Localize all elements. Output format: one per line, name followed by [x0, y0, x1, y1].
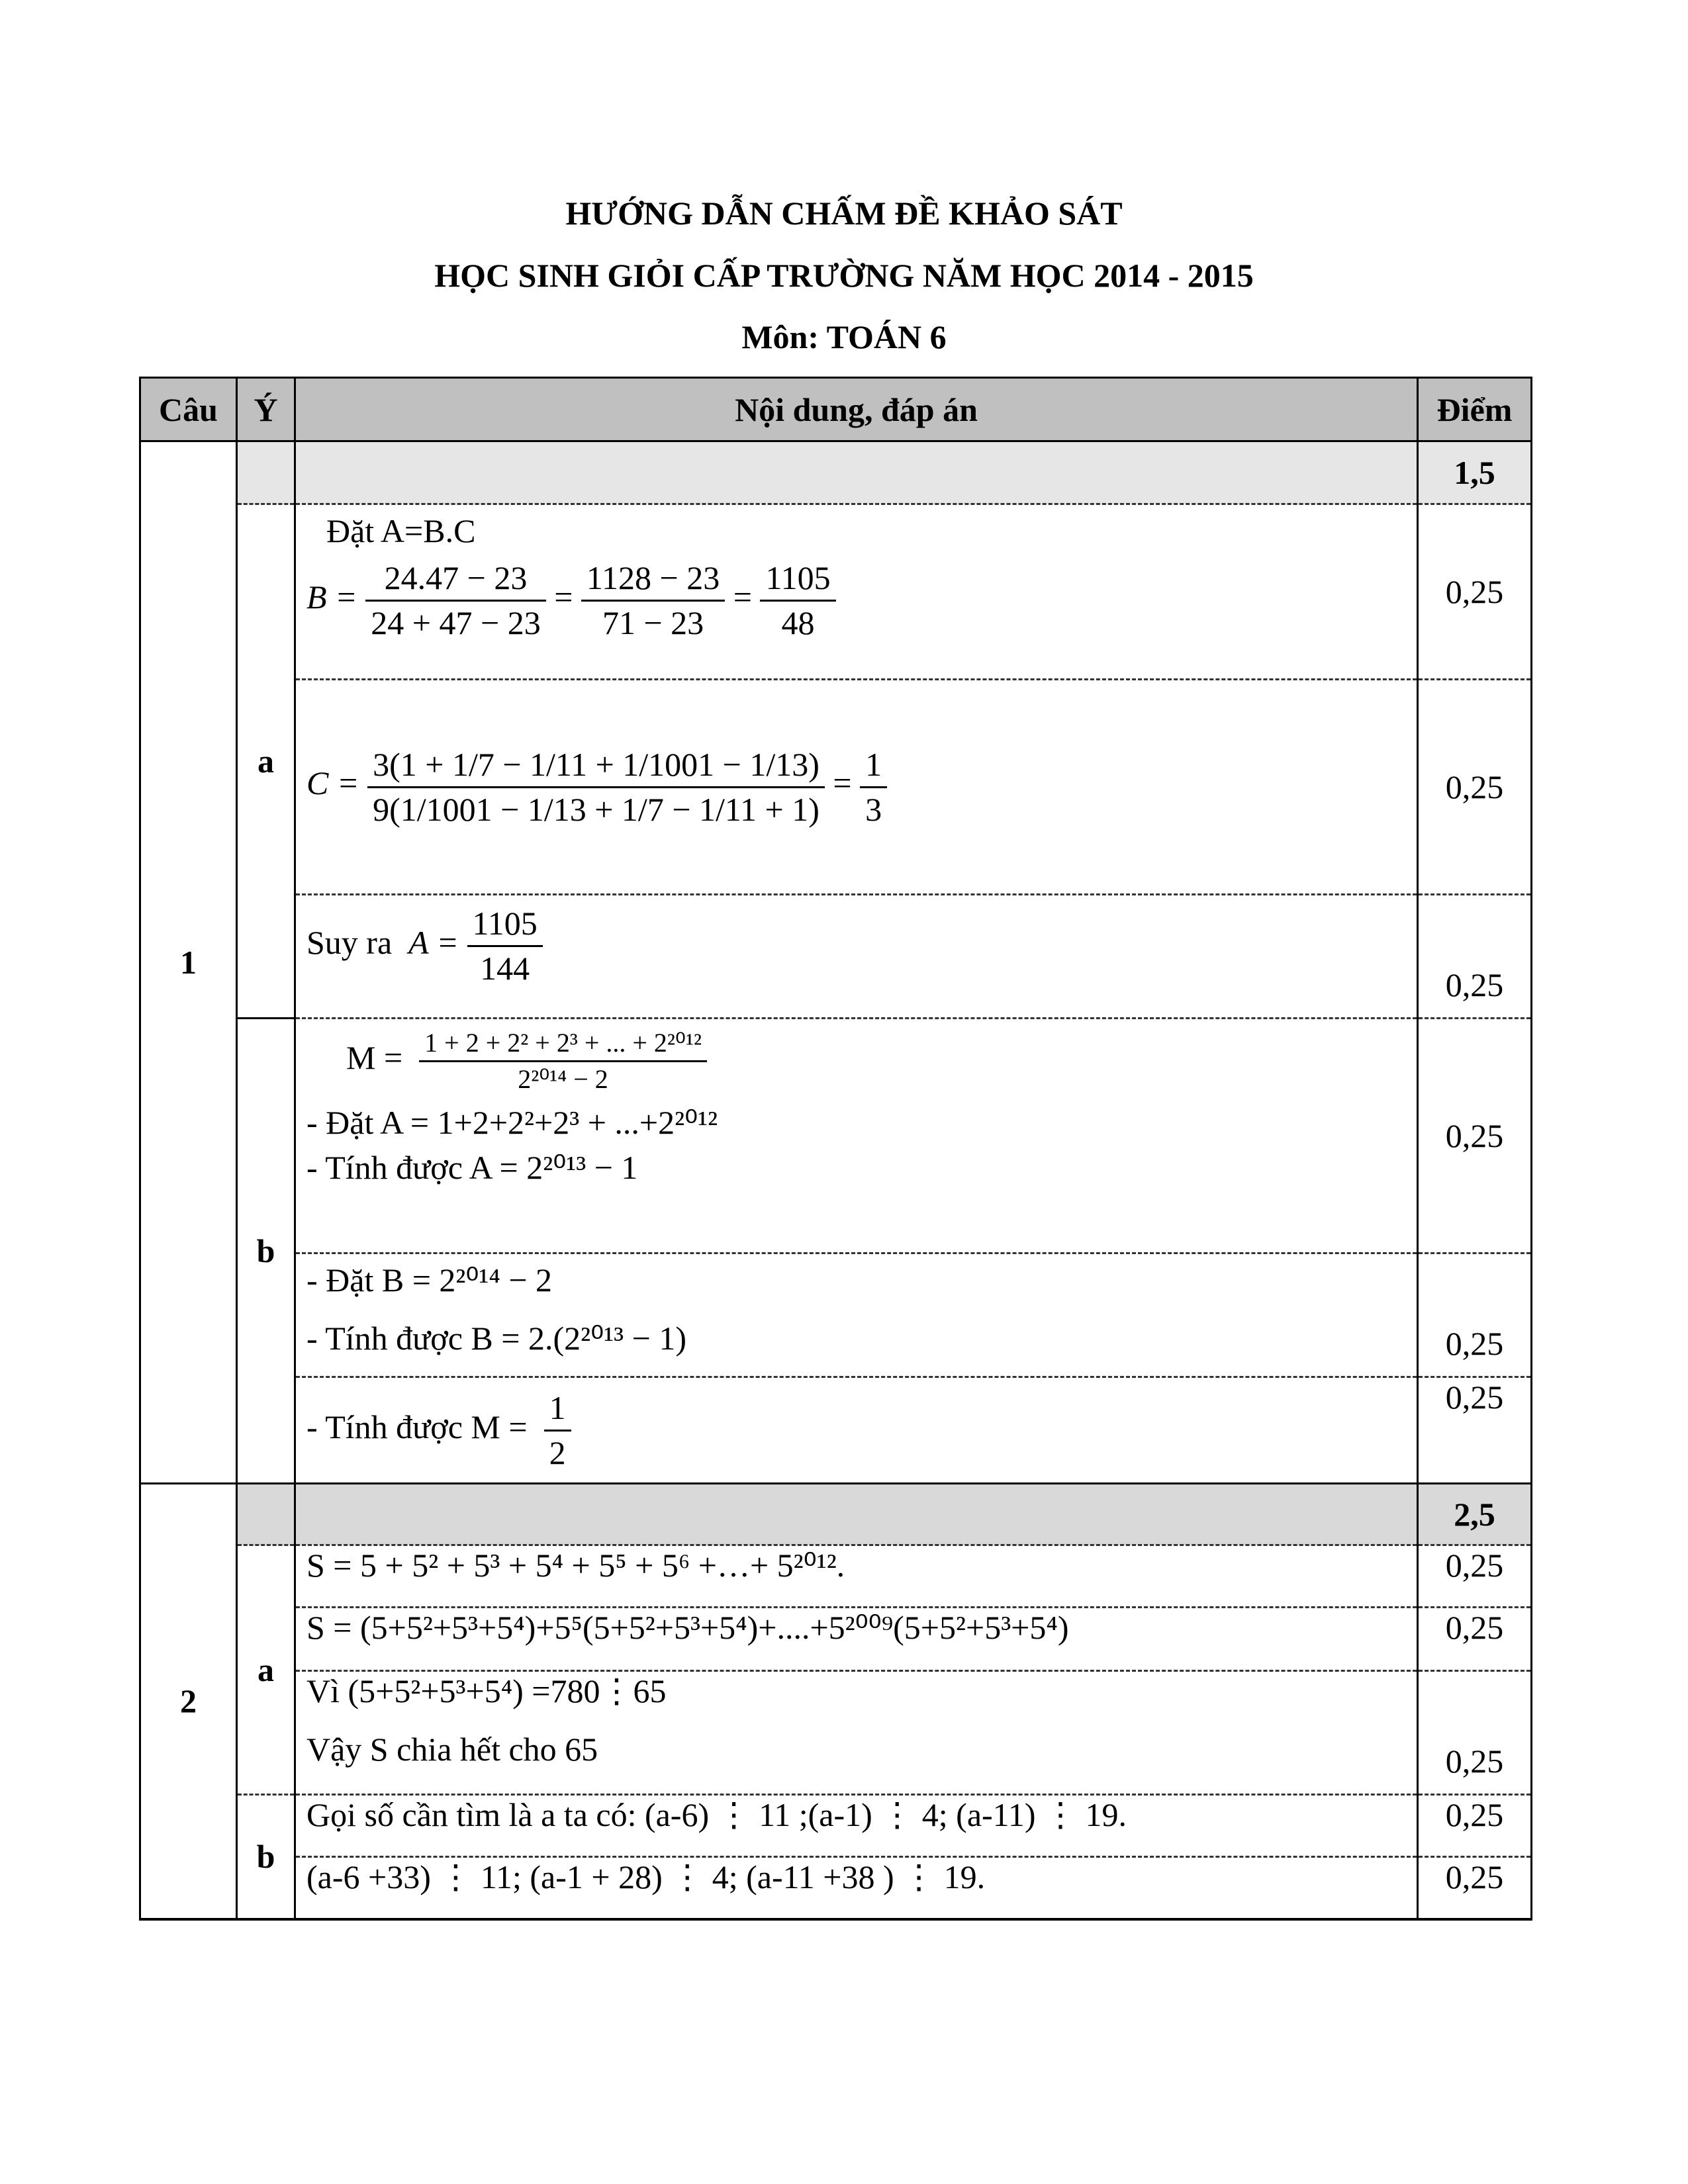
- points: 0,25: [1418, 1671, 1532, 1795]
- table-row: - Tính được M = $\frac{1}{2}$ 0,25: [140, 1377, 1532, 1484]
- table-row: [140, 1795, 1532, 1857]
- q1-b-step1: - Đặt A = 1+2+2²+2³ + ...+2²⁰¹²: [306, 1104, 718, 1141]
- q2-a-step2: S = (5+5²+5³+5⁴)+5⁵(5+5²+5³+5⁴)+....+5²⁰⁰⁹(5+5²+5³+5⁴): [295, 1608, 1418, 1671]
- q1-a-label: a: [237, 504, 295, 1019]
- points: 0,25: [1418, 1377, 1532, 1484]
- table-row: [140, 680, 1532, 895]
- q2-section-row: [140, 1484, 1532, 1545]
- table-header: [140, 378, 1532, 441]
- header-content: Nội dung, đáp án: [295, 378, 1418, 441]
- points: 0,25: [1418, 1795, 1532, 1857]
- header-cau: Câu: [140, 378, 237, 441]
- q1-b-step2: - Tính được A = 2²⁰¹³ − 1: [306, 1149, 638, 1186]
- q2-a-step1: S = 5 + 5² + 5³ + 5⁴ + 5⁵ + 5⁶ +…+ 5²⁰¹².: [295, 1545, 1418, 1608]
- header-y: Ý: [237, 378, 295, 441]
- table-row: [140, 1608, 1532, 1671]
- points: 0,25: [1418, 1857, 1532, 1919]
- doc-subject: Môn: TOÁN 6: [741, 318, 947, 355]
- points: 0,25: [1418, 680, 1532, 895]
- q2-total: 2,5: [1418, 1484, 1532, 1545]
- table-row: [140, 1671, 1532, 1795]
- q1-b-step4: - Tính được B = 2.(2²⁰¹³ − 1): [306, 1320, 686, 1357]
- q2-a-step3: Vì (5+5²+5³+5⁴) =780⋮65: [306, 1672, 667, 1709]
- q2-label: 2: [140, 1484, 237, 1919]
- formula-A: Suy ra A = $\frac{1105}{144}$: [306, 902, 1406, 990]
- points: 0,25: [1418, 1019, 1532, 1253]
- header-points: Điểm: [1418, 378, 1532, 441]
- table-row: [140, 1019, 1532, 1253]
- points: 0,25: [1418, 1545, 1532, 1608]
- points: 0,25: [1418, 895, 1532, 1019]
- q2-b-label: b: [237, 1795, 295, 1919]
- q1-section-row: [140, 441, 1532, 504]
- table-row: [140, 1545, 1532, 1608]
- q1-total: 1,5: [1418, 441, 1532, 504]
- doc-title-line1: HƯỚNG DẪN CHẤM ĐỀ KHẢO SÁT: [565, 195, 1123, 232]
- table-row: [140, 1253, 1532, 1377]
- grading-table: [139, 377, 1532, 1921]
- q2-a-label: a: [237, 1545, 295, 1795]
- table-row: [140, 1857, 1532, 1919]
- q1-b-step3: - Đặt B = 2²⁰¹⁴ − 2: [306, 1261, 553, 1298]
- formula-C: C = $\frac{3(1 + 1/7 - 1/11 + 1/1001 - 1/13)}{9(1/1001 - 1/13 + 1/7 - 1/11 + 1)}$ = $\frac{1}{3}$: [306, 764, 887, 801]
- formula-M: M = $\frac{\text{1 + 2 + 2² + 2³ + ... + 2²⁰¹²}}{\text{2²⁰¹⁴ − 2}}$: [346, 1026, 1406, 1097]
- q2-b-step1: Gọi số cần tìm là a ta có: (a-6) ⋮ 11 ;(a-1) ⋮ 4; (a-11) ⋮ 19.: [295, 1795, 1418, 1857]
- q2-b-step2: (a-6 +33) ⋮ 11; (a-1 + 28) ⋮ 4; (a-11 +38 ) ⋮ 19.: [295, 1857, 1418, 1919]
- q1-b-step5: - Tính được M =: [306, 1408, 528, 1445]
- doc-title-line2: HỌC SINH GIỎI CẤP TRƯỜNG NĂM HỌC 2014 - 2015: [434, 257, 1254, 294]
- table-row: [140, 895, 1532, 1019]
- q1-dat: Đặt A=B.C: [326, 512, 476, 549]
- points: 0,25: [1418, 504, 1532, 680]
- table-row: [140, 504, 1532, 680]
- formula-B: B = $\frac{24.47 - 23}{24 + 47 - 23}$ = $\frac{1128 - 23}{71 - 23}$ = $\frac{1105}{48}$: [306, 557, 1406, 645]
- points: 0,25: [1418, 1608, 1532, 1671]
- points: 0,25: [1418, 1253, 1532, 1377]
- q1-b-label: b: [237, 1019, 295, 1484]
- q2-a-step4: Vậy S chia hết cho 65: [306, 1731, 598, 1768]
- q1-label: 1: [140, 441, 237, 1484]
